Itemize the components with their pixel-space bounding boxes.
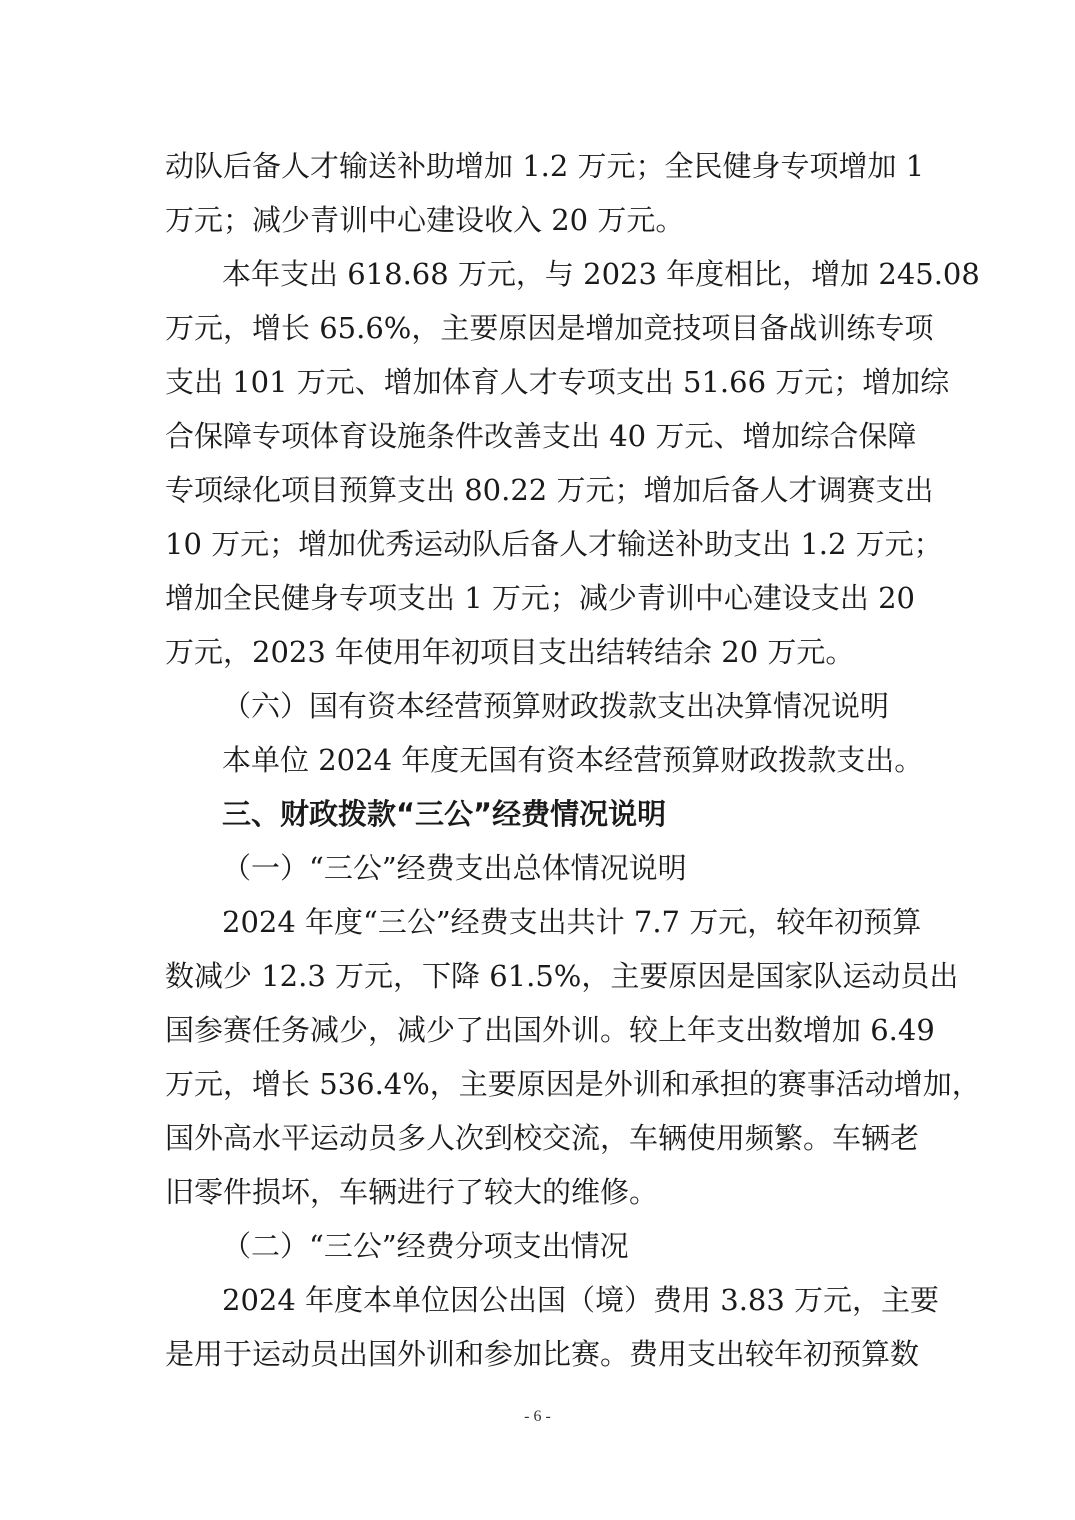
paragraph-line: 万元；减少青训中心建设收入 20 万元。 xyxy=(165,203,685,237)
paragraph-line: 国参赛任务减少，减少了出国外训。较上年支出数增加 6.49 xyxy=(165,1013,935,1047)
paragraph-line: 2024 年度“三公”经费支出共计 7.7 万元，较年初预算 xyxy=(222,905,922,939)
paragraph-line: 本年支出 618.68 万元，与 2023 年度相比，增加 245.08 xyxy=(222,257,980,291)
section-subheading: （一）“三公”经费支出总体情况说明 xyxy=(222,851,687,885)
paragraph-line: 万元，2023 年使用年初项目支出结转结余 20 万元。 xyxy=(165,635,855,669)
paragraph-line: 万元，增长 65.6%，主要原因是增加竞技项目备战训练专项 xyxy=(165,311,934,345)
section-subheading: （六）国有资本经营预算财政拨款支出决算情况说明 xyxy=(222,689,890,723)
section-heading: 三、财政拨款“三公”经费情况说明 xyxy=(222,797,667,831)
paragraph-line: 动队后备人才输送补助增加 1.2 万元；全民健身专项增加 1 xyxy=(165,149,925,183)
paragraph-line: 支出 101 万元、增加体育人才专项支出 51.66 万元；增加综 xyxy=(165,365,950,399)
paragraph-line: 是用于运动员出国外训和参加比赛。费用支出较年初预算数 xyxy=(165,1337,920,1371)
paragraph-line: 增加全民健身专项支出 1 万元；减少青训中心建设支出 20 xyxy=(165,581,916,615)
paragraph-line: 国外高水平运动员多人次到校交流，车辆使用频繁。车辆老 xyxy=(165,1121,920,1155)
section-subheading: （二）“三公”经费分项支出情况 xyxy=(222,1229,629,1263)
paragraph-line: 2024 年度本单位因公出国（境）费用 3.83 万元，主要 xyxy=(222,1283,940,1317)
paragraph-line: 数减少 12.3 万元，下降 61.5%，主要原因是国家队运动员出 xyxy=(165,959,959,993)
paragraph-line: 10 万元；增加优秀运动队后备人才输送补助支出 1.2 万元； xyxy=(165,527,943,561)
paragraph-line: 旧零件损坏，车辆进行了较大的维修。 xyxy=(165,1175,659,1209)
paragraph-line: 万元，增长 536.4%，主要原因是外训和承担的赛事活动增加， xyxy=(165,1067,981,1101)
page-number: - 6 - xyxy=(524,1408,551,1425)
paragraph-line: 本单位 2024 年度无国有资本经营预算财政拨款支出。 xyxy=(222,743,924,777)
paragraph-line: 专项绿化项目预算支出 80.22 万元；增加后备人才调赛支出 xyxy=(165,473,934,507)
paragraph-line: 合保障专项体育设施条件改善支出 40 万元、增加综合保障 xyxy=(165,419,917,453)
